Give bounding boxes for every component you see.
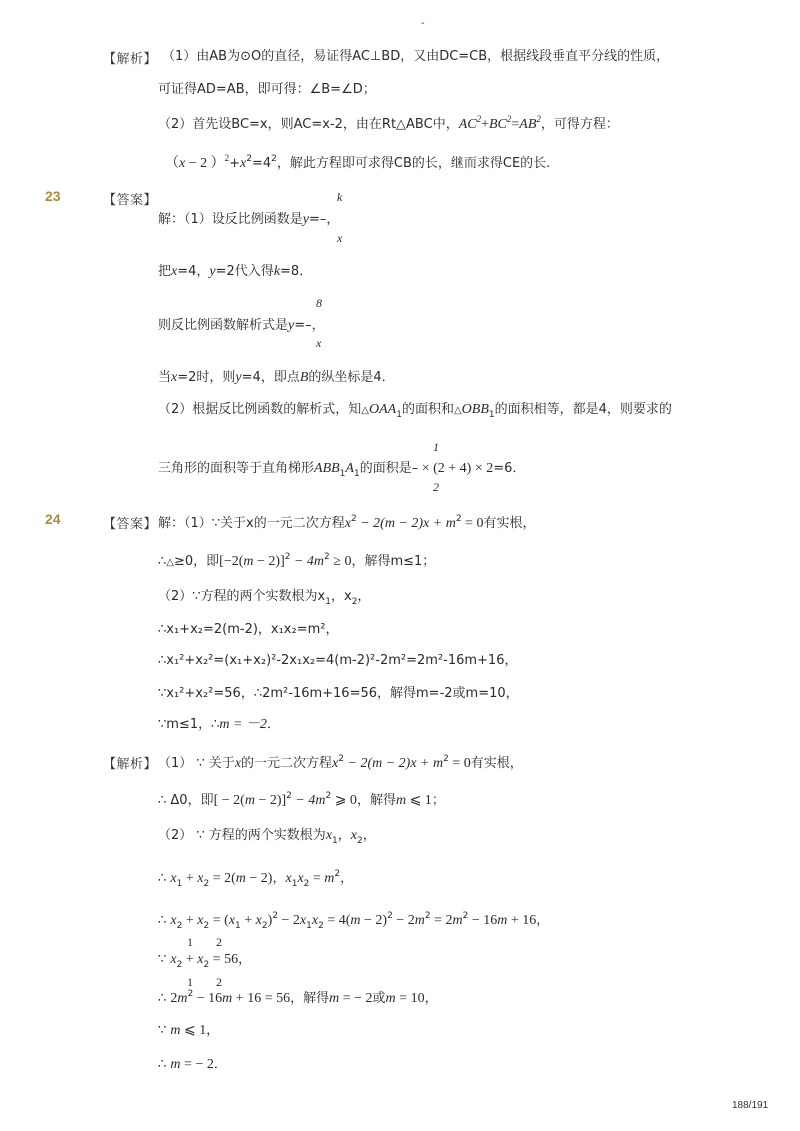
q24-l2b: ≥0，即 (173, 554, 220, 569)
q23-l6a: 三角形的面积等于直角梯形 (158, 461, 315, 476)
q24-analysis-5: ∴ $x_2 + x_2 = (x_1 + x_2)^2 - 2x_1x_2 = 4(m - 2)^2 - 2m^2 = 2m^2 - 16m + 16$， (158, 911, 550, 931)
q23-l2b: 代入得 (234, 264, 274, 279)
question-24-number: 24 (45, 511, 61, 527)
q24-line-7: ∵m≤1，∴m = －2． (158, 717, 280, 732)
q24-a3a: （2） ∵ 方程的两个实数根为 (158, 828, 326, 843)
idx-1a: 1 (187, 935, 193, 949)
q23-l6b: 的面积是 (359, 461, 412, 476)
analysis-line-2: 可证得AD=AB，即可得：∠B=∠D； (158, 82, 376, 97)
q23-l4c: ，即点 (260, 370, 300, 385)
analysis-tag: 【解析】 (103, 52, 158, 67)
q24-a7: ，解得 (290, 991, 330, 1006)
q24-line-6: ∵x₁²+x₂²=56，∴2m²-16m+16=56，解得m=-2或m=10， (158, 686, 519, 701)
q23-l4b: 时，则 (196, 370, 236, 385)
q24-a9: ∴ (158, 1057, 167, 1072)
q23-l5b: 的面积和 (401, 402, 454, 417)
q24-line-1: 解：（1）∵关于x的一元二次方程$x^2 - 2(m - 2)x + m^2 = 0$有实根， (158, 514, 536, 531)
q24-a2b: ，解得 (356, 793, 396, 808)
q24-analysis-3: （2） ∵ 方程的两个实数根为$x_1$，$x_2$， (158, 828, 376, 846)
q23-line-3: 则反比例函数解析式是y=–， (158, 318, 325, 333)
analysis-tag-24: 【解析】 (103, 757, 158, 772)
q23-l2a: 把 (158, 264, 172, 279)
q23-l5c: 的面积相等，都是4，则要求的 (494, 402, 672, 417)
frac1-denominator: x (337, 231, 343, 245)
analysis-line-3-text: （2）首先设BC=x，则AC=x-2，由在Rt△ABC中， (158, 117, 459, 132)
idx-2a: 2 (216, 935, 222, 949)
question-23-number: 23 (45, 188, 61, 204)
q23-line-4: 当x=2时，则y=4，即点B的纵坐标是4． (158, 370, 395, 385)
frac3-denominator: 2 (433, 480, 439, 494)
answer-tag-23: 【答案】 (103, 193, 158, 208)
q24-analysis-6: ∵ $x_2 + x_2 = 56$， (158, 952, 252, 970)
q23-l4d: 的纵坐标是4． (308, 370, 395, 385)
analysis-line-3-end: ，可得方程： (540, 117, 619, 132)
q23-line-6: 三角形的面积等于直角梯形$ABB_1A_1$的面积是– × (2 + 4) × 2=6． (158, 461, 526, 479)
frac2-numerator: 8 (316, 296, 322, 310)
frac2-denominator: x (316, 336, 322, 350)
q24-analysis-4: ∴ $x_1 + x_2 = 2(m - 2)$，$x_1x_2 = m^2$， (158, 869, 354, 889)
analysis-line-3 (158, 116, 619, 134)
q23-line-5: （2）根据反比例函数的解析式，知$\triangle OAA_1$的面积和$\triangle OBB_1$的面积相等，都是4，则要求的 (158, 402, 672, 420)
q24-l2c: ，解得m≤1； (351, 554, 436, 569)
idx-1b: 1 (187, 975, 193, 989)
q24-a1c: 有实根， (470, 756, 523, 771)
q24-analysis-7: ∴ $2m^2 - 16m + 16 = 56$，解得m = − 2或m = 10， (158, 989, 438, 1006)
equation-lhs: （x − 2 ） (165, 156, 225, 171)
page-number: 188/191 (732, 1100, 769, 1111)
pythagoras-equation: $AC^2+BC^2=AB^2$ (458, 114, 541, 132)
answer-tag-24: 【答案】 (103, 517, 158, 532)
q24-a1b: 的一元二次方程 (241, 756, 333, 771)
q23-l4a: 当 (158, 370, 172, 385)
q24-analysis-2: ∴ Δ0，即[ − $2(m - 2)]^2 - 4m^2$ ⩾ 0，解得m ⩽ 1； (158, 791, 445, 808)
q24-analysis-1: （1） ∵ 关于x的一元二次方程$x^2 - 2(m - 2)x + m^2 = 0$有实根， (158, 754, 523, 771)
q24-a2a: ∴ Δ0，即 (158, 793, 214, 808)
analysis-line-4: （x − 2 ）$^2+x^2=4^2$，解此方程即可求得CB的长，继而求得CE的长. (165, 153, 551, 171)
analysis-line-4-text: ，解此方程即可求得CB的长，继而求得CE的长. (276, 156, 551, 171)
q24-analysis-9: ∴ m = − 2． (158, 1057, 227, 1072)
q24-l1b: 有实根， (483, 516, 536, 531)
frac1-numerator: k (337, 190, 343, 204)
analysis-line-1: （1）由AB为⊙O的直径，易证得AC⊥BD，又由DC=CB，根据线段垂直平分线的性质， (162, 49, 670, 64)
q24-l1a: 解：（1）∵关于x的一元二次方程 (158, 516, 345, 531)
q24-l7b: m = －2 (219, 717, 267, 732)
q24-a1a: （1） ∵ 关于 (158, 756, 235, 771)
q24-line-2: ∴△≥0，即$[-2(m - 2)]^2 - 4m^2 \ge 0$，解得m≤1； (158, 552, 436, 569)
q24-a8: ∵ (158, 1023, 167, 1038)
q23-l3: 则反比例函数解析式是 (158, 318, 289, 333)
q24-l3a: （2）∵方程的两个实数根为x (158, 589, 326, 604)
q24-line-5: ∴x₁²+x₂²=(x₁+x₂)²-2x₁x₂=4(m-2)²-2m²=2m²-16m+16， (158, 653, 518, 668)
header-mark: - (421, 18, 425, 29)
q23-line-2: 把x=4，y=2代入得k=8． (158, 264, 313, 279)
frac3-numerator: 1 (433, 440, 439, 454)
q23-line-1-text: 解：（1）设反比例函数是 (158, 212, 303, 227)
q24-analysis-8: ∵ m ⩽ 1， (158, 1023, 220, 1038)
q24-line-4: ∴x₁+x₂=2(m-2)，x₁x₂=m²， (158, 622, 339, 637)
q23-l5a: （2）根据反比例函数的解析式，知 (158, 402, 362, 417)
q24-l7a: ∵m≤1，∴ (158, 717, 220, 732)
idx-2b: 2 (216, 975, 222, 989)
q24-l2a: ∴ (158, 554, 167, 569)
q24-a7b: 或 (372, 991, 386, 1006)
q24-line-3: （2）∵方程的两个实数根为$x_1$，$x_2$， (158, 589, 371, 607)
q23-line-1: 解：（1）设反比例函数是y=–， (158, 212, 340, 227)
